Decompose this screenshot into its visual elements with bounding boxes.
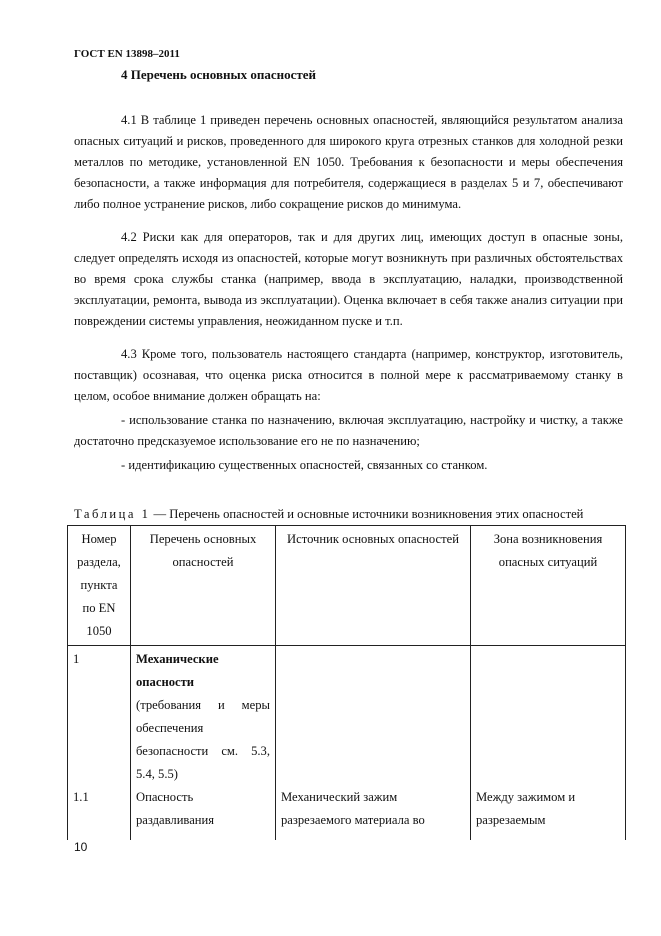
spacer <box>476 648 620 786</box>
section-title: 4 Перечень основных опасностей <box>121 67 317 82</box>
header-hazard-source: Источник основных опасностей <box>276 526 471 646</box>
sub-zone: Между зажимом и разрезаемым <box>476 790 576 827</box>
bullet-item: - идентификацию существенных опасностей, связанных со станком. <box>121 458 488 472</box>
hazards-table <box>67 525 626 840</box>
sub-row-number: 1.1 <box>73 790 89 804</box>
hazard-group-title: Механические опасности <box>136 652 219 689</box>
row-number: 1 <box>73 652 80 666</box>
header-section-number: Номер раздела, пункта по EN 1050 <box>68 526 131 646</box>
cell-hazard <box>131 646 276 841</box>
header-hazard-list: Перечень основных опасностей <box>131 526 276 646</box>
hazard-group-note: (требования и меры обеспечения безопасности см. 5.3, 5.4, 5.5) <box>136 698 270 781</box>
spacer <box>281 648 465 786</box>
sub-hazard: Опасность раздавливания <box>136 790 215 827</box>
header-hazard-zone: Зона возникновения опасных ситуаций <box>471 526 626 646</box>
cell-number <box>68 646 131 841</box>
paragraph-4-3: 4.3 Кроме того, пользователь настоящего стандарта (например, конструктор, изготовитель, поставщик) осознавая, что оценка риска относится в полной мере к рассматриваемому станку в целом, особое внимание должен обращать на: <box>74 347 623 403</box>
cell-source <box>276 646 471 841</box>
table-row <box>68 646 626 841</box>
bullet-item: - использование станка по назначению, включая эксплуатацию, настройку и чистку, а также достаточно предсказуемое использование его не по назначению; <box>74 413 623 448</box>
page-number: 10 <box>74 840 88 854</box>
table-caption-text: — Перечень опасностей и основные источники возникновения этих опасностей <box>150 507 584 521</box>
table-caption <box>74 507 583 522</box>
paragraph-4-1: 4.1 В таблице 1 приведен перечень основных опасностей, являющийся результатом анализа опасных ситуаций и рисков, проведенного для широкого круга отрезных станков для холодной резки металлов по методике, установленной EN 1050. Требования к безопасности и меры обеспечения безопасности, а также информация для потребителя, содержащиеся в разделах 5 и 7, обеспечивают либо полное устранение рисков, либо сокращение рисков до минимума. <box>74 113 623 211</box>
document-code: ГОСТ EN 13898–2011 <box>74 48 180 60</box>
spacer <box>73 671 125 786</box>
table-caption-label: Таблица 1 <box>74 507 151 521</box>
cell-zone <box>471 646 626 841</box>
table-header-row <box>68 526 626 646</box>
sub-source: Механический зажим разрезаемого материала во <box>281 790 425 827</box>
paragraph-4-2: 4.2 Риски как для операторов, так и для других лиц, имеющих доступ в опасные зоны, следует определять исходя из опасностей, которые могут возникнуть при различных обстоятельствах во время срока службы станка (например, ввода в эксплуатацию, наладки, производственной эксплуатации, ремонта, вывода из эксплуатации). Оценка включает в себя также анализ ситуации при повреждении системы управления, неожиданном пуске и т.п. <box>74 230 623 328</box>
